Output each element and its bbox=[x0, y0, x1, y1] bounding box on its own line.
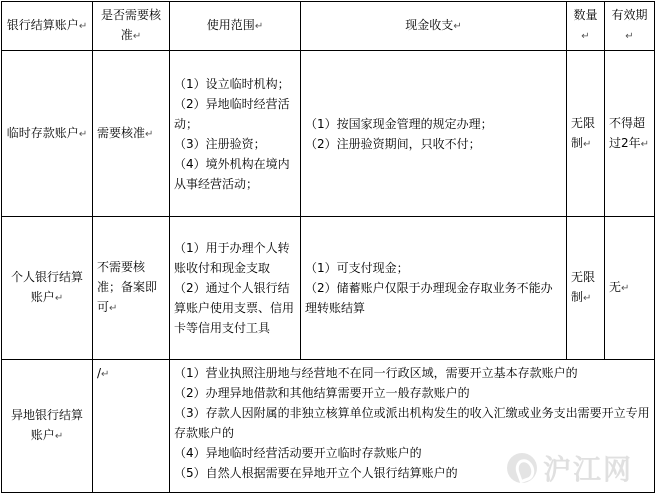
validity-cell: 无↵ bbox=[605, 217, 655, 360]
account-type-cell: 临时存款账户↵ bbox=[2, 51, 93, 217]
header-validity: 有效期↵ bbox=[605, 2, 655, 51]
approval-cell: 需要核准↵ bbox=[93, 51, 170, 217]
scope-line: （2）办理异地借款和其他结算需要开立一般存款账户的 bbox=[174, 386, 470, 400]
watermark-text: 沪江网 bbox=[542, 453, 633, 486]
scope-line: （4）境外机构在境内从事经营活动； bbox=[174, 156, 290, 191]
cash-line: （2）注册验资期间，只收不付； bbox=[305, 136, 481, 151]
watermark bbox=[507, 448, 633, 488]
scope-cell bbox=[170, 51, 301, 217]
scope-line: （2）异地临时经营活动； bbox=[174, 96, 290, 131]
scope-line: （1）用于办理个人转账收付和现金支取 bbox=[174, 241, 290, 275]
cash-line: （1）可支付现金； bbox=[305, 261, 409, 275]
scope-line: （3）存款人因附属的非独立核算单位或派出机构发生的收入汇缴或业务支出需要开立专用存款账户的 bbox=[174, 406, 650, 440]
quantity-cell: 无限制↵ bbox=[567, 51, 605, 217]
cash-line: （2）储蓄账户仅限于办理现金存取业务不能办理转账结算 bbox=[305, 281, 553, 315]
scope-line: （3）注册验资； bbox=[174, 136, 266, 151]
scope-line: （5）自然人根据需要在异地开立个人银行结算账户的 bbox=[174, 466, 458, 480]
header-row bbox=[2, 2, 655, 51]
header-approval: 是否需要核准↵ bbox=[93, 2, 170, 51]
cash-cell bbox=[301, 217, 567, 360]
header-scope: 使用范围↵ bbox=[170, 2, 301, 51]
table-row bbox=[2, 217, 655, 360]
header-account: 银行结算账户↵ bbox=[2, 2, 93, 51]
scope-line: （1）设立临时机构； bbox=[174, 76, 290, 91]
approval-cell: /↵ bbox=[93, 360, 170, 493]
table-row bbox=[2, 51, 655, 217]
scope-line: （2）通过个人银行结算账户使用支票、信用卡等信用支付工具 bbox=[174, 281, 295, 335]
cash-cell bbox=[301, 51, 567, 217]
scope-cell bbox=[170, 217, 301, 360]
quantity-cell: 无限制↵ bbox=[567, 217, 605, 360]
account-table bbox=[1, 1, 655, 493]
scope-line: （1）营业执照注册地与经营地不在同一行政区域，需要开立基本存款账户的 bbox=[174, 366, 578, 380]
approval-cell: 不需要核准；备案即可↵ bbox=[93, 217, 170, 360]
hujiang-logo-icon bbox=[507, 453, 537, 483]
header-quantity: 数量↵ bbox=[567, 2, 605, 51]
validity-cell: 不得超过2年↵ bbox=[605, 51, 655, 217]
scope-line: （4）异地临时经营活动要开立临时存款账户的 bbox=[174, 446, 422, 460]
account-type-cell: 个人银行结算账户↵ bbox=[2, 217, 93, 360]
account-type-cell: 异地银行结算账户↵ bbox=[2, 360, 93, 493]
header-cash: 现金收支↵ bbox=[301, 2, 567, 51]
cash-line: （1）按国家现金管理的规定办理； bbox=[305, 116, 493, 131]
